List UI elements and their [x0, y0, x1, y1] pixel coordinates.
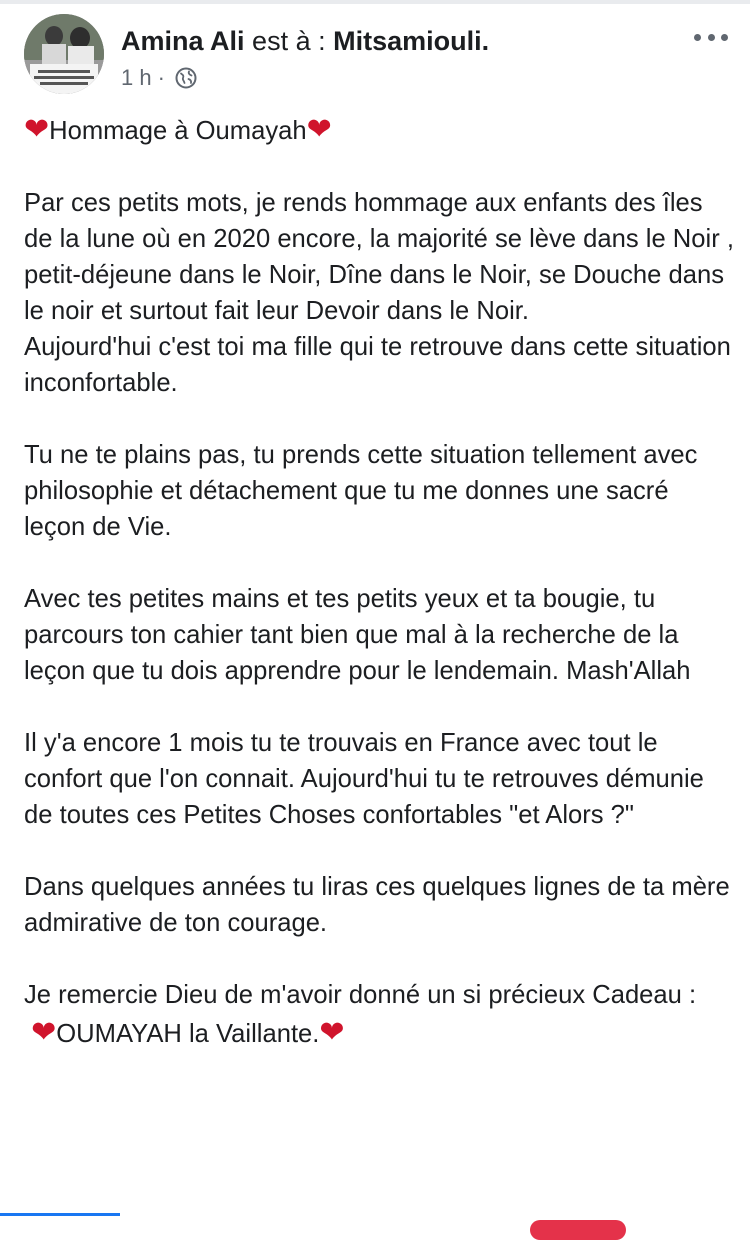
reaction-pill[interactable] — [530, 1220, 626, 1240]
heart-icon: ❤ — [31, 1015, 57, 1050]
post-paragraph: Tu ne te plains pas, tu prends cette situation tellement avec philosophie et détachement que tu me donnes une sacré leçon de Vie. — [24, 441, 698, 541]
author-name[interactable]: Amina Ali — [121, 26, 245, 56]
post-body — [24, 112, 736, 1052]
active-tab-indicator — [0, 1213, 120, 1216]
more-options-icon[interactable] — [694, 30, 728, 44]
meta-separator: · — [157, 65, 165, 90]
post-paragraph: Il y'a encore 1 mois tu te trouvais en France avec tout le confort que l'on connait. Aujourd'hui tu te retrouves démunie de toutes ces Petites Choses confortables "et Alors ?" — [24, 729, 704, 829]
author-line — [121, 25, 489, 57]
location-name[interactable]: Mitsamiouli. — [333, 26, 490, 56]
heart-icon: ❤ — [319, 1015, 345, 1050]
more-dot — [708, 34, 715, 41]
post-time[interactable]: 1 h — [121, 65, 152, 90]
heart-icon: ❤ — [306, 112, 332, 147]
heart-icon: ❤ — [24, 112, 50, 147]
post-paragraph: Avec tes petites mains et tes petits yeux et ta bougie, tu parcours ton cahier tant bien que mal à la recherche de la leçon que tu dois apprendre pour le lendemain. Mash'Allah — [24, 585, 691, 685]
post-title-line — [24, 112, 736, 149]
avatar-image — [24, 14, 104, 94]
post-header — [0, 8, 750, 98]
post-closing: OUMAYAH la Vaillante. — [56, 1020, 320, 1048]
post-paragraph: Je remercie Dieu de m'avoir donné un si précieux Cadeau : — [24, 981, 697, 1009]
top-divider — [0, 0, 750, 4]
more-dot — [694, 34, 701, 41]
post-closing-line — [24, 1015, 736, 1052]
avatar[interactable] — [24, 14, 104, 94]
post-paragraph: Dans quelques années tu liras ces quelques lignes de ta mère admirative de ton courage. — [24, 873, 730, 937]
post-paragraph: Par ces petits mots, je rends hommage aux enfants des îles de la lune où en 2020 encore, la majorité se lève dans le Noir , petit-déjeune dans le Noir, Dîne dans le Noir, se Douche dans le noir et surtout fait leur Devoir dans le Noir. — [24, 189, 734, 325]
post-paragraph: Aujourd'hui c'est toi ma fille qui te retrouve dans cette situation inconfortable. — [24, 333, 731, 397]
more-dot — [721, 34, 728, 41]
post-title: Hommage à Oumayah — [49, 117, 307, 145]
globe-icon[interactable] — [175, 67, 197, 89]
post-meta — [121, 64, 197, 92]
location-prefix: est à : — [252, 26, 326, 56]
